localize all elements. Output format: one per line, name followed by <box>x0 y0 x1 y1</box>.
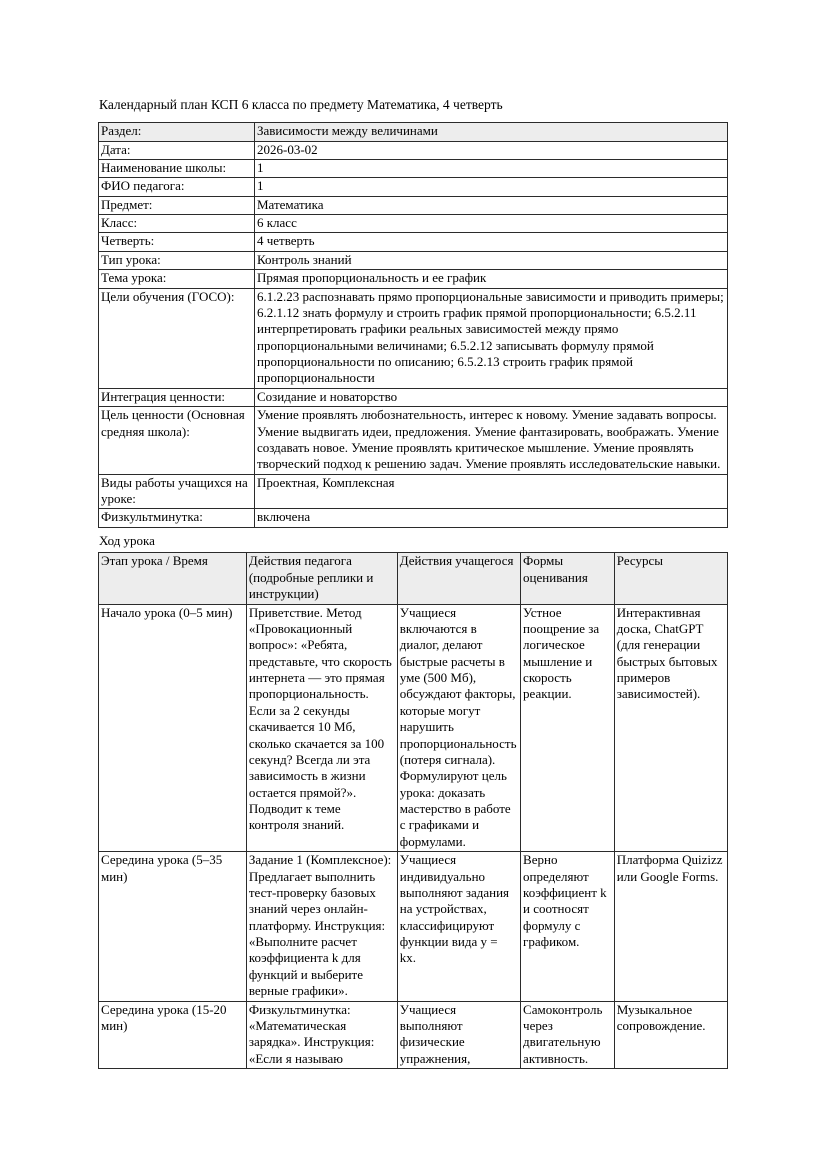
teacher-actions-cell: Приветствие. Метод «Провокационный вопрос»: «Ребята, представьте, что скорость интернета — это прямая пропорциональность. Если за 2 секунды скачивается 10 Мб, сколько скачается за 100 секунд? Всегда ли эта зависимость в жизни остается прямой?». Подводит к теме контроля знаний. <box>246 604 397 852</box>
info-label-cell: Интеграция ценности: <box>99 388 255 406</box>
assessment-cell: Самоконтроль через двигательную активность. <box>521 1001 615 1069</box>
student-actions-cell: Учащиеся включаются в диалог, делают быстрые расчеты в уме (500 Мб), обсуждают факторы, которые могут нарушить пропорциональность (потеря сигнала). Формулируют цель урока: доказать мастерство в работе с графиками и формулами. <box>397 604 520 852</box>
table-row <box>99 1001 728 1069</box>
info-value-cell: 1 <box>254 178 727 196</box>
lesson-flow-heading: Ход урока <box>99 532 155 548</box>
info-label-cell: Физкультминутка: <box>99 509 255 527</box>
info-label-cell: Четверть: <box>99 233 255 251</box>
table-row <box>99 509 728 527</box>
info-label-cell: Тип урока: <box>99 251 255 269</box>
table-row <box>99 251 728 269</box>
header-stage-time: Этап урока / Время <box>99 553 247 604</box>
info-label-cell: ФИО педагога: <box>99 178 255 196</box>
table-row <box>99 233 728 251</box>
table-row <box>99 159 728 177</box>
info-label-cell: Наименование школы: <box>99 159 255 177</box>
info-value-cell: 6 класс <box>254 215 727 233</box>
stage-cell: Середина урока (5–35 мин) <box>99 852 247 1001</box>
info-label-cell: Предмет: <box>99 196 255 214</box>
assessment-cell: Устное поощрение за логическое мышление и скорость реакции. <box>521 604 615 852</box>
page-title: Календарный план КСП 6 класса по предмету Математика, 4 четверть <box>99 97 503 112</box>
info-label-cell: Раздел: <box>99 123 255 141</box>
student-actions-cell: Учащиеся индивидуально выполняют задания на устройствах, классифицируют функции вида y = kx. <box>397 852 520 1001</box>
info-label-cell: Класс: <box>99 215 255 233</box>
lesson-info-table <box>98 122 728 528</box>
info-value-cell: Зависимости между величинами <box>254 123 727 141</box>
table-row <box>99 388 728 406</box>
table-row <box>99 604 728 852</box>
info-value-cell: Контроль знаний <box>254 251 727 269</box>
info-value-cell: включена <box>254 509 727 527</box>
info-value-cell: 1 <box>254 159 727 177</box>
assessment-cell: Верно определяют коэффициент k и соотносят формулу с графиком. <box>521 852 615 1001</box>
info-label-cell: Дата: <box>99 141 255 159</box>
info-label-cell: Цель ценности (Основная средняя школа): <box>99 407 255 475</box>
info-value-cell: Прямая пропорциональность и ее график <box>254 270 727 288</box>
teacher-actions-cell: Физкультминутка: «Математическая зарядка». Инструкция: «Если я называю <box>246 1001 397 1069</box>
info-label-cell: Виды работы учащихся на уроке: <box>99 474 255 509</box>
table-row <box>99 123 728 141</box>
info-label-cell: Тема урока: <box>99 270 255 288</box>
resources-cell: Музыкальное сопровождение. <box>614 1001 727 1069</box>
header-student-actions: Действия учащегося <box>397 553 520 604</box>
info-value-cell: 2026-03-02 <box>254 141 727 159</box>
info-value-cell: Созидание и новаторство <box>254 388 727 406</box>
student-actions-cell: Учащиеся выполняют физические упражнения, <box>397 1001 520 1069</box>
table-header-row <box>99 553 728 604</box>
info-label-cell: Цели обучения (ГОСО): <box>99 288 255 388</box>
header-resources: Ресурсы <box>614 553 727 604</box>
table-row <box>99 852 728 1001</box>
header-teacher-actions: Действия педагога (подробные реплики и инструкции) <box>246 553 397 604</box>
table-row <box>99 288 728 388</box>
table-row <box>99 178 728 196</box>
lesson-flow-table <box>98 552 728 1069</box>
info-value-cell: 6.1.2.23 распознавать прямо пропорциональные зависимости и приводить примеры; 6.2.1.12 знать формулу и строить график прямой пропорциональности; 6.5.2.11 интерпретировать графики реальных зависимостей между прямо пропорциональными величинами; 6.5.2.12 записывать формулу прямой пропорциональности по описанию; 6.5.2.13 строить график прямой пропорциональности <box>254 288 727 388</box>
stage-cell: Середина урока (15-20 мин) <box>99 1001 247 1069</box>
info-value-cell: Умение проявлять любознательность, интерес к новому. Умение задавать вопросы. Умение выдвигать идеи, предложения. Умение фантазировать, воображать. Умение создавать новое. Умение проявлять критическое мышление. Умение проявлять творческий подход к решению задач. Умение проявлять исследовательские навыки. <box>254 407 727 475</box>
table-row <box>99 215 728 233</box>
info-value-cell: 4 четверть <box>254 233 727 251</box>
info-value-cell: Проектная, Комплексная <box>254 474 727 509</box>
resources-cell: Интерактивная доска, ChatGPT (для генерации быстрых бытовых примеров зависимостей). <box>614 604 727 852</box>
teacher-actions-cell: Задание 1 (Комплексное): Предлагает выполнить тест-проверку базовых знаний через онлайн-платформу. Инструкция: «Выполните расчет коэффициента k для функций и выберите верные графики». <box>246 852 397 1001</box>
resources-cell: Платформа Quizizz или Google Forms. <box>614 852 727 1001</box>
table-row <box>99 141 728 159</box>
table-row <box>99 474 728 509</box>
header-assessment-forms: Формы оценивания <box>521 553 615 604</box>
table-row <box>99 270 728 288</box>
table-row <box>99 407 728 475</box>
table-row <box>99 196 728 214</box>
info-value-cell: Математика <box>254 196 727 214</box>
stage-cell: Начало урока (0–5 мин) <box>99 604 247 852</box>
